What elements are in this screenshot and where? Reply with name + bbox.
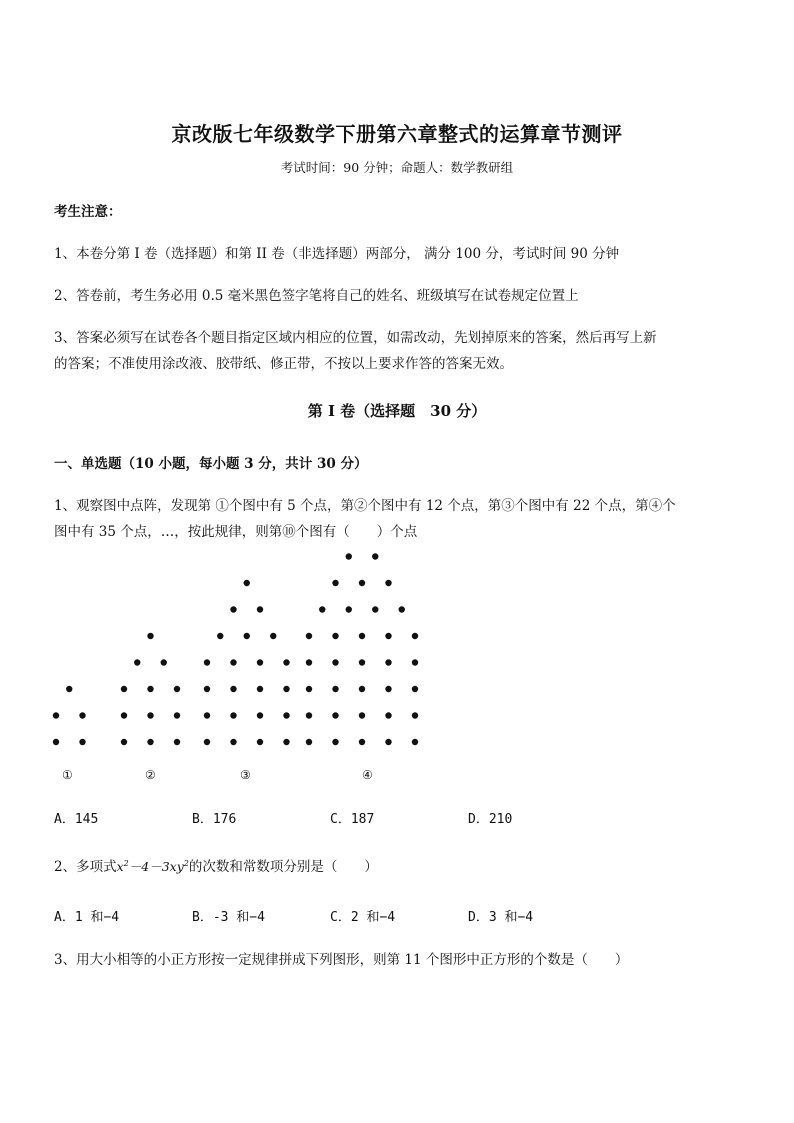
- dot-figure-4-dot: [359, 712, 365, 718]
- dot-figure-4-dot: [385, 712, 391, 718]
- dot-figure-4-dot: [346, 553, 352, 559]
- dot-figure-4-dot: [306, 633, 312, 639]
- dot-figure-4-dot: [385, 659, 391, 665]
- figure-caption: ②: [145, 768, 156, 782]
- dot-figure-4-dot: [332, 712, 338, 718]
- q2-var: x: [116, 859, 124, 874]
- dot-figure-3-dot: [204, 712, 210, 718]
- option-d[interactable]: D．210: [468, 812, 513, 827]
- option-b[interactable]: B．-3 和−4: [192, 910, 265, 925]
- dot-figure-4-dot: [359, 739, 365, 745]
- dot-figure-4-dot: [332, 686, 338, 692]
- dot-figure-4-dot: [385, 739, 391, 745]
- dot-figure-3-dot: [283, 739, 289, 745]
- dot-figure-2-dot: [147, 633, 153, 639]
- dot-figure-2-dot: [121, 712, 127, 718]
- dot-figure-3-dot: [204, 739, 210, 745]
- figure-caption: ①: [62, 768, 73, 782]
- dot-figure-4-dot: [359, 633, 365, 639]
- dot-figure-4-dot: [332, 739, 338, 745]
- figure-caption: ④: [362, 768, 373, 782]
- option-c[interactable]: C．2 和−4: [330, 910, 396, 925]
- dot-figure-4-dot: [385, 633, 391, 639]
- dot-figure-2-dot: [147, 739, 153, 745]
- dot-figure-3-dot: [283, 712, 289, 718]
- dot-figure-1-dot: [66, 686, 72, 692]
- dot-figure-3-dot: [230, 739, 236, 745]
- dot-figure-4-dot: [385, 686, 391, 692]
- q2-prefix: 2、多项式: [54, 859, 117, 875]
- q2-expr: －4－3xy: [128, 859, 184, 874]
- dot-figure-4-dot: [306, 686, 312, 692]
- option-a[interactable]: A．145: [54, 812, 99, 827]
- dot-figure-1-dot: [79, 739, 85, 745]
- dot-figure-4-dot: [306, 659, 312, 665]
- exam-info: 考试时间：90 分钟；命题人：数学教研组: [280, 160, 514, 175]
- question-2-text: [54, 855, 378, 875]
- dot-figure-3-dot: [244, 580, 250, 586]
- dot-figure-3-dot: [257, 686, 263, 692]
- dot-figure-2-dot: [161, 659, 167, 665]
- notice-item: 的答案；不准使用涂改液、胶带纸、修正带，不按以上要求作答的答案无效。: [54, 356, 513, 372]
- dot-figure-4-dot: [385, 580, 391, 586]
- dot-figure-2-dot: [147, 686, 153, 692]
- dot-figure-3-dot: [283, 686, 289, 692]
- dot-figure-2-dot: [174, 686, 180, 692]
- question-3-text: 3、用大小相等的小正方形按一定规律拼成下列图形，则第 11 个图形中正方形的个数是（ ）: [54, 952, 629, 968]
- option-b[interactable]: B．176: [192, 812, 237, 827]
- dot-figure-3-dot: [257, 659, 263, 665]
- option-d[interactable]: D．3 和−4: [468, 910, 534, 925]
- dot-figure-2-dot: [134, 659, 140, 665]
- dot-figure-3-dot: [230, 686, 236, 692]
- dot-figure-3-dot: [257, 606, 263, 612]
- dot-figure-4-dot: [412, 686, 418, 692]
- dot-figure-2-dot: [174, 712, 180, 718]
- dot-figure-4-dot: [332, 580, 338, 586]
- notice-item: 3、答案必须写在试卷各个题目指定区域内相应的位置，如需改动，先划掉原来的答案，然后再写上新: [54, 330, 657, 346]
- dot-figure-3-dot: [230, 659, 236, 665]
- dot-figure-1-dot: [53, 712, 59, 718]
- dot-figure-3-dot: [257, 739, 263, 745]
- dot-figure-2-dot: [121, 739, 127, 745]
- dot-figure-3-dot: [244, 633, 250, 639]
- dot-figure-4-dot: [359, 580, 365, 586]
- dot-figure-3-dot: [270, 633, 276, 639]
- q2-exp: 2: [123, 858, 129, 868]
- q2-exp: 2: [183, 858, 189, 868]
- option-a[interactable]: A．1 和−4: [54, 910, 120, 925]
- figure-caption: ③: [240, 768, 251, 782]
- dot-figure-3-dot: [204, 659, 210, 665]
- notice-heading: 考生注意：: [54, 204, 122, 220]
- question-1-text: 1、观察图中点阵，发现第 ①个图中有 5 个点，第②个图中有 12 个点，第③个图中有 22 个点，第④个: [54, 498, 676, 514]
- page-title: 京改版七年级数学下册第六章整式的运算章节测评: [171, 122, 623, 146]
- dot-figure-4-dot: [372, 606, 378, 612]
- dot-figure-3-dot: [257, 712, 263, 718]
- notice-item: 2、答卷前，考生务必用 0.5 毫米黑色签字笔将自己的姓名、班级填写在试卷规定位置上: [54, 288, 579, 304]
- dot-figure-4-dot: [332, 659, 338, 665]
- dot-figure-4-dot: [306, 712, 312, 718]
- dot-figure-3-dot: [230, 712, 236, 718]
- dot-figure-3-dot: [230, 606, 236, 612]
- dot-figure-4-dot: [399, 606, 405, 612]
- dot-figure-4-dot: [412, 712, 418, 718]
- dot-figure-3-dot: [217, 633, 223, 639]
- dot-figure-4-dot: [346, 606, 352, 612]
- dot-figure-4-dot: [359, 686, 365, 692]
- part-heading: 一、单选题（10 小题，每小题 3 分，共计 30 分）: [54, 456, 368, 472]
- dot-figure-3-dot: [204, 686, 210, 692]
- dot-figure-4-dot: [306, 739, 312, 745]
- dot-figure-1-dot: [53, 739, 59, 745]
- dot-figure-4-dot: [319, 606, 325, 612]
- dot-figure-4-dot: [372, 553, 378, 559]
- dot-patterns: [53, 550, 418, 745]
- dot-figure-1-dot: [79, 712, 85, 718]
- dot-pattern-figures: [0, 550, 794, 750]
- notice-item: 1、本卷分第 I 卷（选择题）和第 II 卷（非选择题）两部分， 满分 100 分，考试时间 90 分钟: [54, 246, 620, 262]
- question-1-text: 图中有 35 个点，…，按此规律，则第⑩个图有（ ）个点: [54, 524, 418, 540]
- dot-figure-4-dot: [332, 633, 338, 639]
- dot-figure-3-dot: [283, 659, 289, 665]
- dot-figure-4-dot: [412, 659, 418, 665]
- dot-figure-2-dot: [121, 686, 127, 692]
- option-c[interactable]: C．187: [330, 812, 375, 827]
- dot-figure-4-dot: [359, 659, 365, 665]
- dot-figure-2-dot: [147, 712, 153, 718]
- dot-figure-4-dot: [412, 633, 418, 639]
- section-heading: 第 I 卷（选择题 30 分）: [307, 402, 487, 420]
- dot-figure-2-dot: [174, 739, 180, 745]
- q2-suffix: 的次数和常数项分别是（ ）: [188, 859, 378, 875]
- dot-figure-4-dot: [412, 739, 418, 745]
